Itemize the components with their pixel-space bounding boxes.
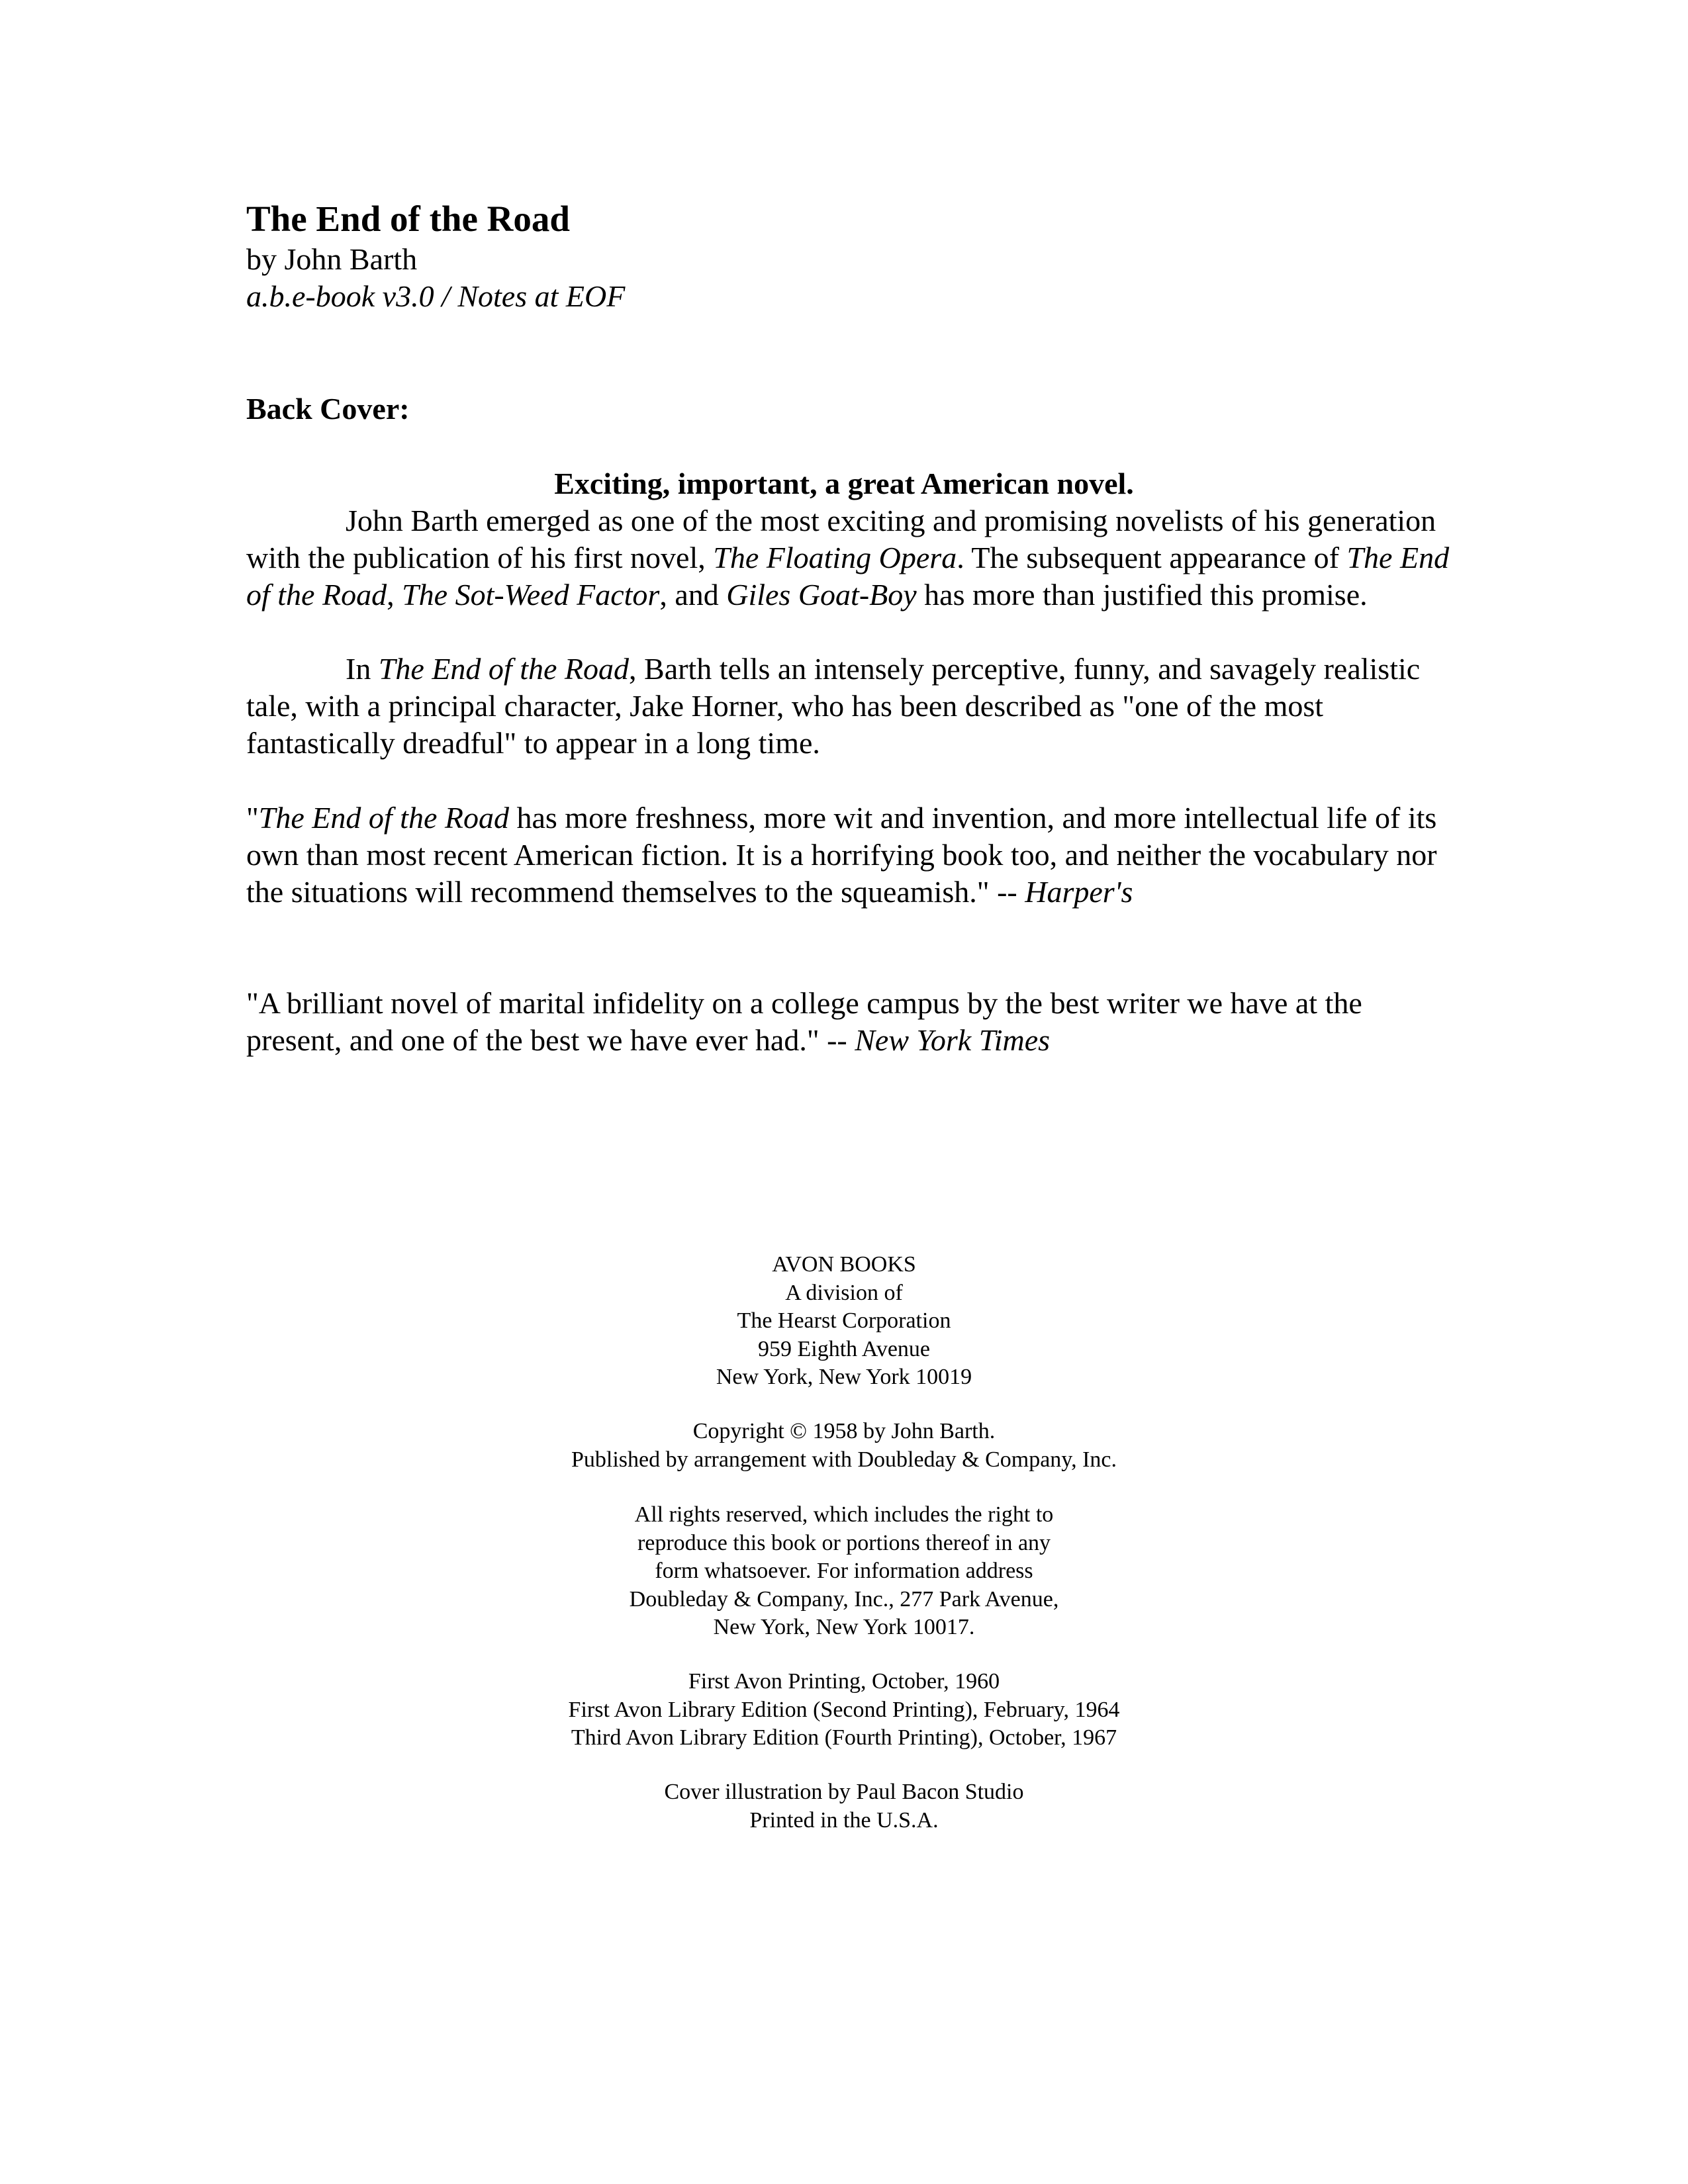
publisher-address: [0, 1251, 1688, 1392]
rights-line: form whatsoever. For information address: [655, 1559, 1033, 1583]
q1-source: Harper's: [1025, 875, 1133, 909]
printing-line: Third Avon Library Edition (Fourth Printing), October, 1967: [571, 1725, 1117, 1750]
printing-line: First Avon Printing, October, 1960: [688, 1669, 1000, 1694]
q1-title: The End of the Road: [258, 801, 509, 835]
q1-open-quote: ": [246, 801, 259, 835]
credit-line: Cover illustration by Paul Bacon Studio: [664, 1780, 1024, 1804]
p1-text-e: has more than justified this promise.: [916, 578, 1368, 612]
rights-notice: [0, 1501, 1688, 1642]
blurb-paragraph-1: [246, 502, 1464, 614]
q2-text: "A brilliant novel of marital infidelity on a college campus by the best writer we have at the present, and one of the best we have ever had." --: [246, 986, 1362, 1057]
edition-note: a.b.e-book v3.0 / Notes at EOF: [246, 279, 626, 313]
p1-text-d: , and: [659, 578, 727, 612]
p2-title-a: The End of the Road: [378, 652, 630, 686]
rights-line: New York, New York 10017.: [713, 1615, 975, 1639]
publisher-line: A division of: [785, 1280, 903, 1305]
q2-source: New York Times: [855, 1023, 1051, 1057]
rights-line: reproduce this book or portions thereof in any: [637, 1530, 1051, 1555]
copyright-notice: [0, 1418, 1688, 1474]
blurb-paragraph-2: [246, 651, 1464, 762]
review-quote-nyt: [246, 985, 1464, 1059]
credits: [0, 1778, 1688, 1835]
copyright-line: Published by arrangement with Doubleday & Company, Inc.: [571, 1447, 1117, 1472]
q1-text: has more freshness, more wit and invention, and more intellectual life of its own than most recent American fiction. It is a horrifying book too, and neither the vocabulary nor the situations will recommend themselves to the squeamish." --: [246, 801, 1437, 909]
book-title: The End of the Road: [246, 199, 570, 239]
publisher-line: New York, New York 10019: [716, 1365, 972, 1389]
book-author: by John Barth: [246, 242, 418, 276]
p1-text-a: John Barth emerged as one of the most exciting and promising novelists of his generation with the publication of his first novel,: [246, 504, 1436, 574]
back-cover-heading: Back Cover:: [246, 392, 410, 426]
review-quote-harpers: [246, 799, 1464, 911]
p1-title-d: Giles Goat-Boy: [726, 578, 917, 612]
publisher-line: 959 Eighth Avenue: [758, 1336, 930, 1361]
publisher-line: The Hearst Corporation: [737, 1308, 951, 1333]
p2-text-b: , Barth tells an intensely perceptive, funny, and savagely realistic tale, with a principal character, Jake Horner, who has been described as "one of the most fantastically dreadful" to appear in a long time.: [246, 652, 1421, 760]
printing-line: First Avon Library Edition (Second Printing), February, 1964: [568, 1697, 1120, 1722]
p1-title-a: The Floating Opera: [713, 541, 957, 574]
p1-title-b: The End of the Road: [246, 541, 1450, 612]
p1-title-c: The Sot-Weed Factor: [402, 578, 660, 612]
p2-text-a: In: [346, 652, 379, 686]
copyright-line: Copyright © 1958 by John Barth.: [692, 1419, 996, 1443]
publisher-line: AVON BOOKS: [772, 1252, 916, 1277]
credit-line: Printed in the U.S.A.: [749, 1807, 939, 1833]
rights-line: Doubleday & Company, Inc., 277 Park Avenue,: [629, 1586, 1059, 1612]
blurb-heading: Exciting, important, a great American novel.: [554, 467, 1134, 500]
p1-text-b: . The subsequent appearance of: [957, 541, 1347, 574]
printing-history: [0, 1668, 1688, 1752]
p1-text-c: ,: [387, 578, 402, 612]
rights-line: All rights reserved, which includes the right to: [634, 1502, 1054, 1527]
